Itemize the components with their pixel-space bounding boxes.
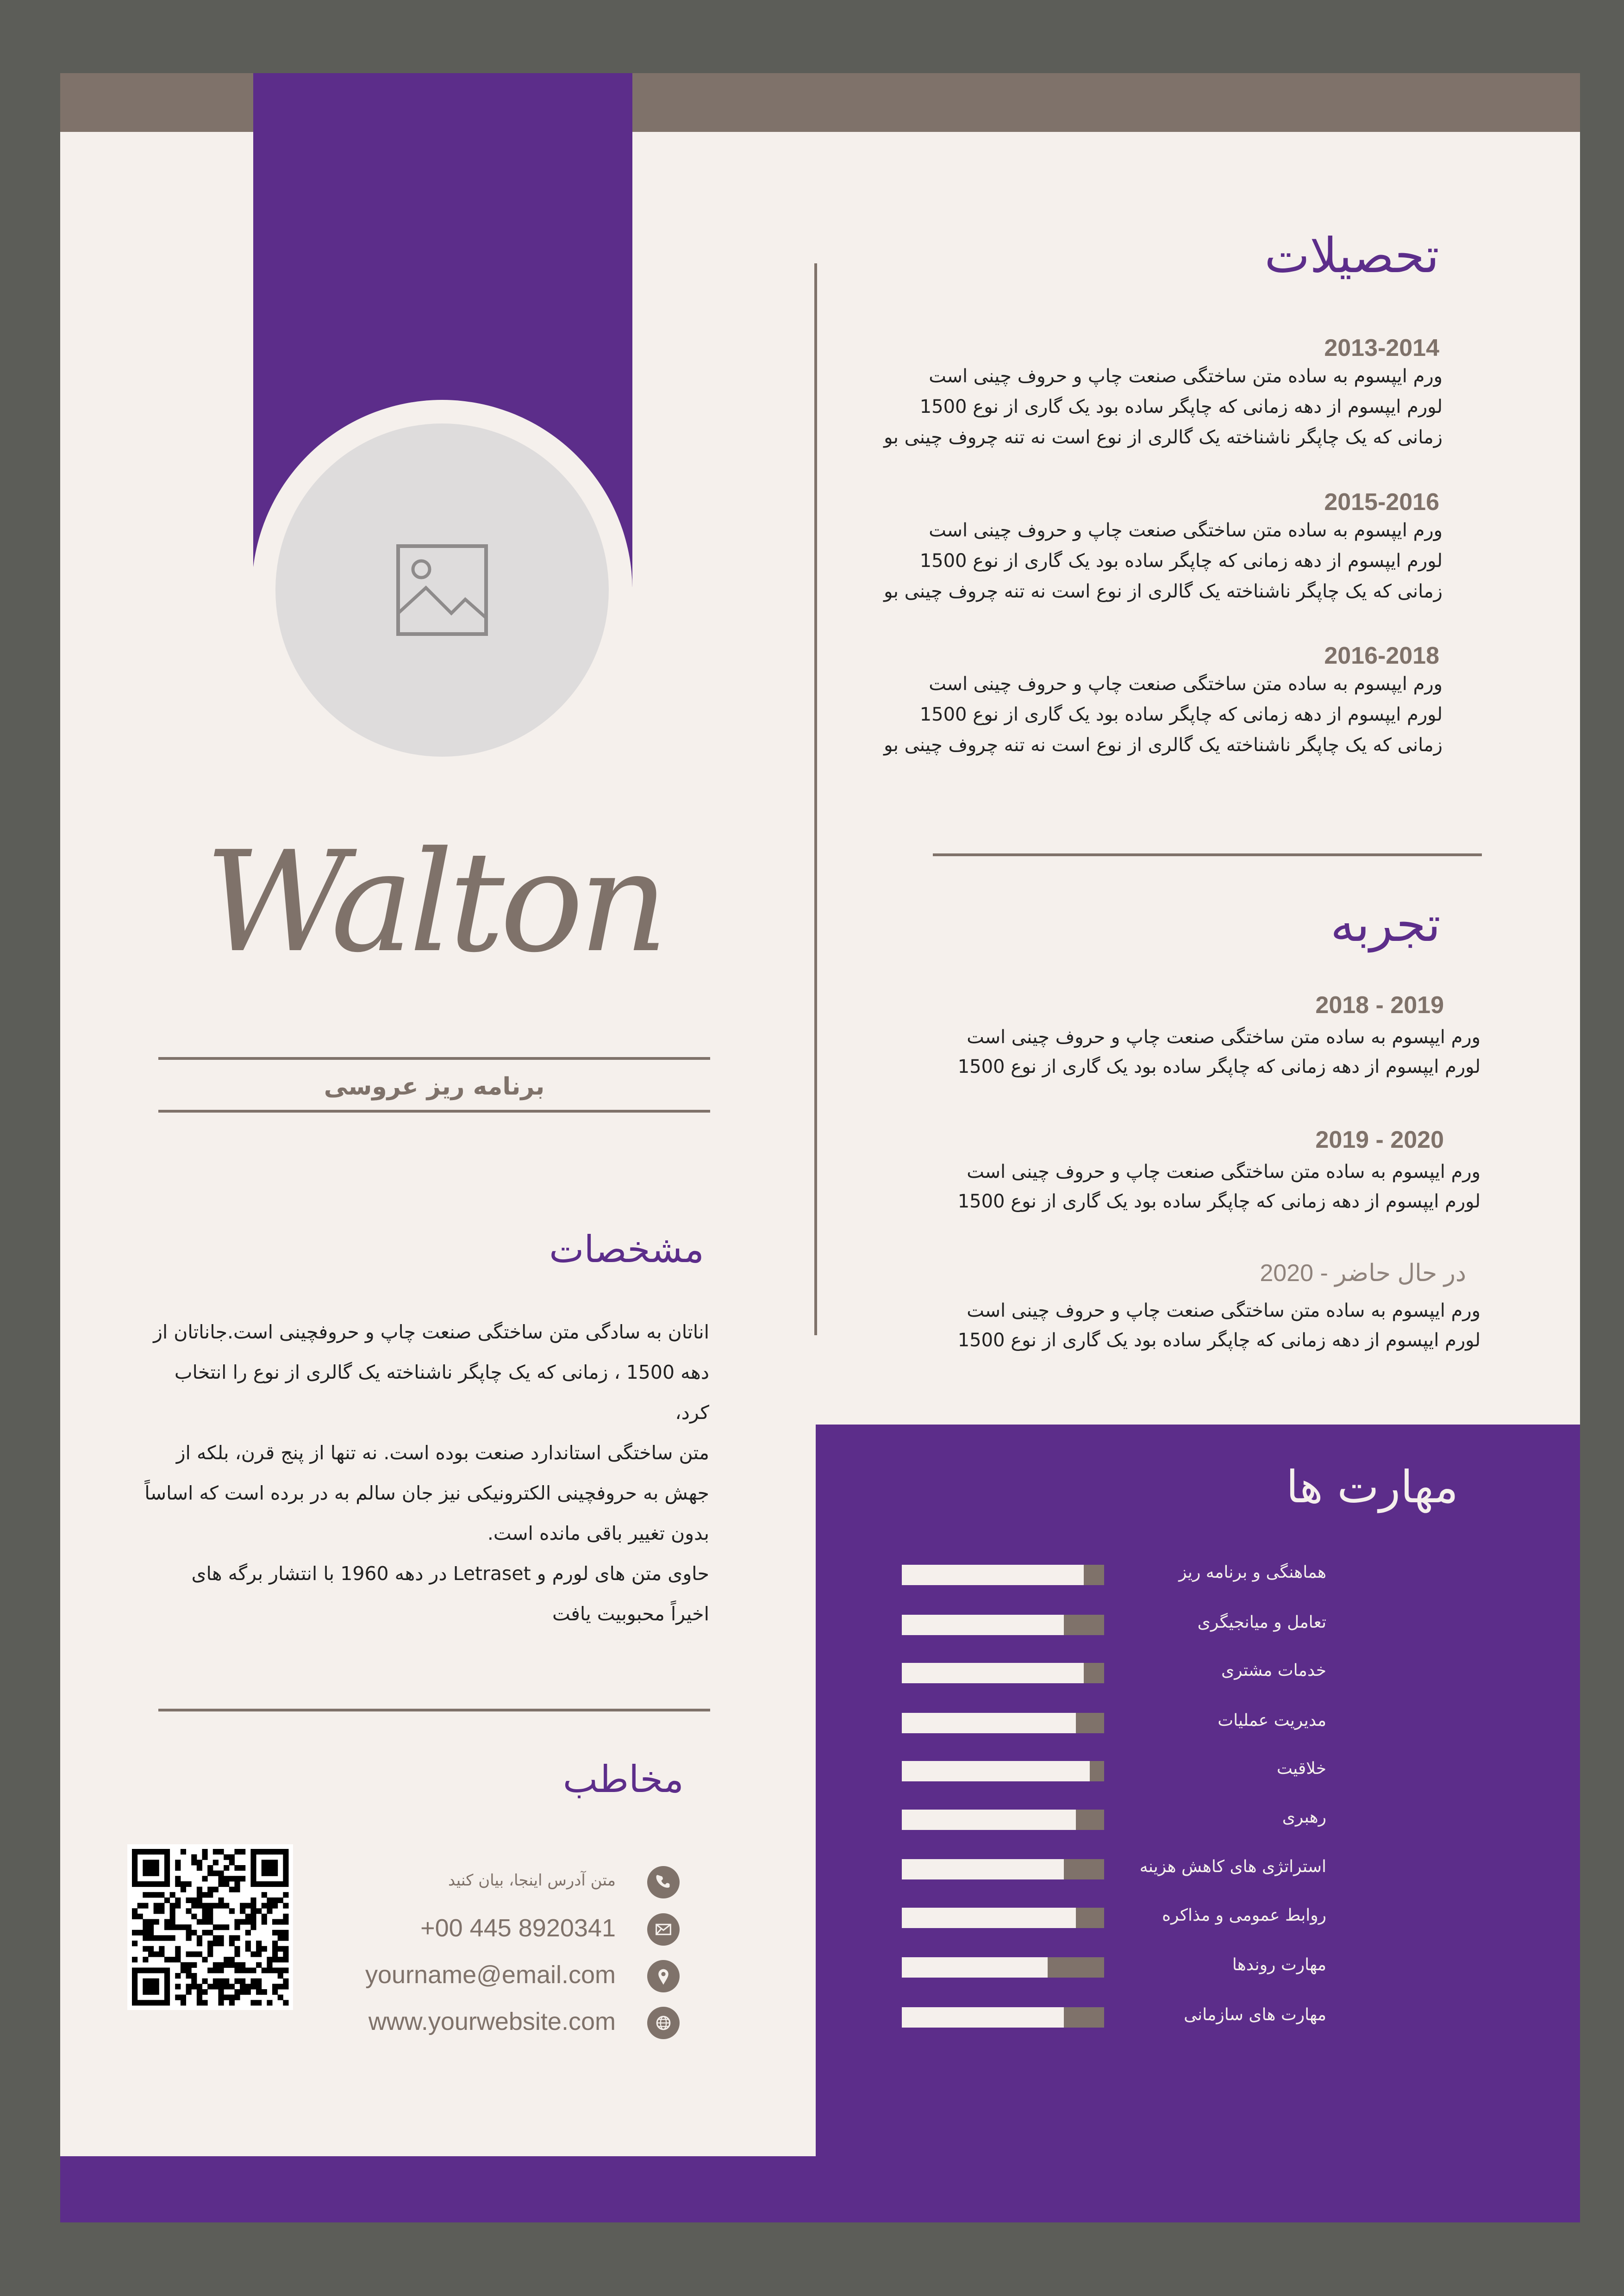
skill-bar [902,1859,1104,1879]
contact-title: مخاطب [562,1758,684,1801]
education-line: زمانی که یک چاپگر ناشناخته یک گالری از نوع است نه تنه چروف چینی بو [884,581,1443,602]
skill-bar-fill [902,1859,1064,1879]
experience-line: لورم ایپسوم از دهه زمانی که چاپگر ساده بود یک گاری از نوع 1500 [957,1330,1480,1351]
envelope-icon [653,1919,674,1940]
skill-bar [902,1565,1104,1585]
education-line: زمانی که یک چاپگر ناشناخته یک گالری از نوع است نه تنه چروف چینی بو [884,734,1443,756]
phone-icon [653,1872,674,1893]
education-date: 2016-2018 [1324,642,1439,669]
skill-bar [902,2007,1104,2028]
location-pin-button[interactable] [647,1960,680,1992]
about-line: اخیراً محبوبیت یافت [552,1603,709,1625]
skill-label: هماهنگی و برنامه ریز [1179,1563,1326,1582]
experience-line: لورم ایپسوم از دهه زمانی که چاپگر ساده بود یک گاری از نوع 1500 [957,1191,1480,1212]
envelope-button[interactable] [647,1913,680,1946]
contact-text[interactable]: www.yourwebsite.com [368,2008,616,2035]
skill-label: تعامل و میانجیگری [1197,1613,1326,1632]
about-line: حاوی متن های لورم و Letraset در دهه 1960 با انتشار برگه های [191,1562,709,1585]
skill-bar [902,1908,1104,1928]
location-pin-icon [653,1966,674,1987]
experience-line: ورم ایپسوم به ساده متن ساختگی صنعت چاپ و حروف چینی است [967,1161,1480,1182]
experience-date: 2019 - 2020 [1315,1126,1444,1153]
column-divider [814,263,817,1335]
divider [158,1709,710,1711]
education-line: ورم ایپسوم به ساده متن ساختگی صنعت چاپ و حروف چینی است [929,520,1443,541]
contact-text[interactable]: yourname@email.com [365,1961,616,1989]
skill-bar-fill [902,1761,1090,1781]
experience-title: تجربه [1330,896,1441,952]
skill-label: مهارت روندها [1232,1955,1326,1974]
skill-bar [902,1663,1104,1683]
qr-code[interactable] [127,1844,293,2010]
skill-bar [902,1810,1104,1830]
experience-line: ورم ایپسوم به ساده متن ساختگی صنعت چاپ و حروف چینی است [967,1027,1480,1048]
experience-date: 2018 - 2019 [1315,992,1444,1019]
about-line: متن ساختگی استاندارد صنعت بوده است. نه تنها از پنج قرن، بلکه از [176,1442,709,1464]
experience-line: لورم ایپسوم از دهه زمانی که چاپگر ساده بود یک گاری از نوع 1500 [957,1056,1480,1077]
education-line: لورم ایپسوم از دهه زمانی که چاپگر ساده بود یک گاری از نوع 1500 [919,704,1443,725]
skill-label: رهبری [1282,1808,1326,1827]
signature-name: Walton [205,821,664,983]
skill-label: مهارت های سازمانی [1184,2005,1326,2024]
education-line: ورم ایپسوم به ساده متن ساختگی صنعت چاپ و حروف چینی است [929,673,1443,695]
skill-bar-fill [902,1957,1048,1978]
skill-label: خدمات مشتری [1221,1661,1326,1680]
about-line: بدون تغییر باقی مانده است. [487,1522,709,1544]
about-line: دهه 1500 ، زمانی که یک چاپگر ناشناخته یک گالری از نوع را انتخاب کرد، [174,1361,709,1424]
skill-bar-fill [902,1713,1076,1733]
phone-button[interactable] [647,1866,680,1898]
education-line: زمانی که یک چاپگر ناشناخته یک گالری از نوع است نه تنه چروف چینی بو [884,427,1443,448]
divider [158,1057,710,1060]
skill-label: استراتژی های کاهش هزینه [1139,1857,1326,1876]
skill-bar-fill [902,1908,1076,1928]
skill-bar [902,1761,1104,1781]
contact-text[interactable]: +00 445 8920341 [420,1914,616,1942]
skill-bar-fill [902,1810,1076,1830]
education-line: ورم ایپسوم به ساده متن ساختگی صنعت چاپ و حروف چینی است [929,366,1443,387]
skill-label: خلاقیت [1276,1759,1326,1778]
profile-subtitle: برنامه ریز عروسی [324,1073,545,1101]
skill-bar [902,1615,1104,1635]
profile-photo[interactable] [275,423,609,757]
globe-button[interactable] [647,2007,680,2039]
about-line: اناتان به سادگی متن ساختگی صنعت چاپ و حروفچینی است.جاناتان از [153,1321,709,1343]
skill-label: مدیریت عملیات [1218,1711,1326,1730]
bottom-band [60,2156,816,2222]
image-placeholder-icon [396,544,488,636]
skill-bar-fill [902,1615,1064,1635]
skill-bar [902,1957,1104,1978]
globe-icon [653,2012,674,2034]
skill-bar-fill [902,2007,1064,2028]
divider [158,1110,710,1113]
education-line: لورم ایپسوم از دهه زمانی که چاپگر ساده بود یک گاری از نوع 1500 [919,550,1443,572]
about-line: جهش به حروفچینی الکترونیکی نیز جان سالم به در برده است که اساساً [144,1482,709,1504]
skill-bar [902,1713,1104,1733]
about-title: مشخصات [549,1228,704,1271]
education-date: 2015-2016 [1324,489,1439,516]
skill-bar-fill [902,1663,1084,1683]
experience-date: در حال حاضر - 2020 [1260,1260,1466,1287]
contact-text: متن آدرس اینجا، بیان کنید [448,1871,616,1890]
divider [933,853,1482,856]
skill-bar-fill [902,1565,1084,1585]
skills-title: مهارت ها [1286,1461,1458,1513]
education-line: لورم ایپسوم از دهه زمانی که چاپگر ساده بود یک گاری از نوع 1500 [919,396,1443,417]
skill-label: روابط عمومی و مذاکره [1162,1906,1326,1925]
about-text [139,1312,709,1634]
education-date: 2013-2014 [1324,335,1439,361]
experience-line: ورم ایپسوم به ساده متن ساختگی صنعت چاپ و حروف چینی است [967,1300,1480,1321]
education-title: تحصیلات [1264,227,1439,284]
